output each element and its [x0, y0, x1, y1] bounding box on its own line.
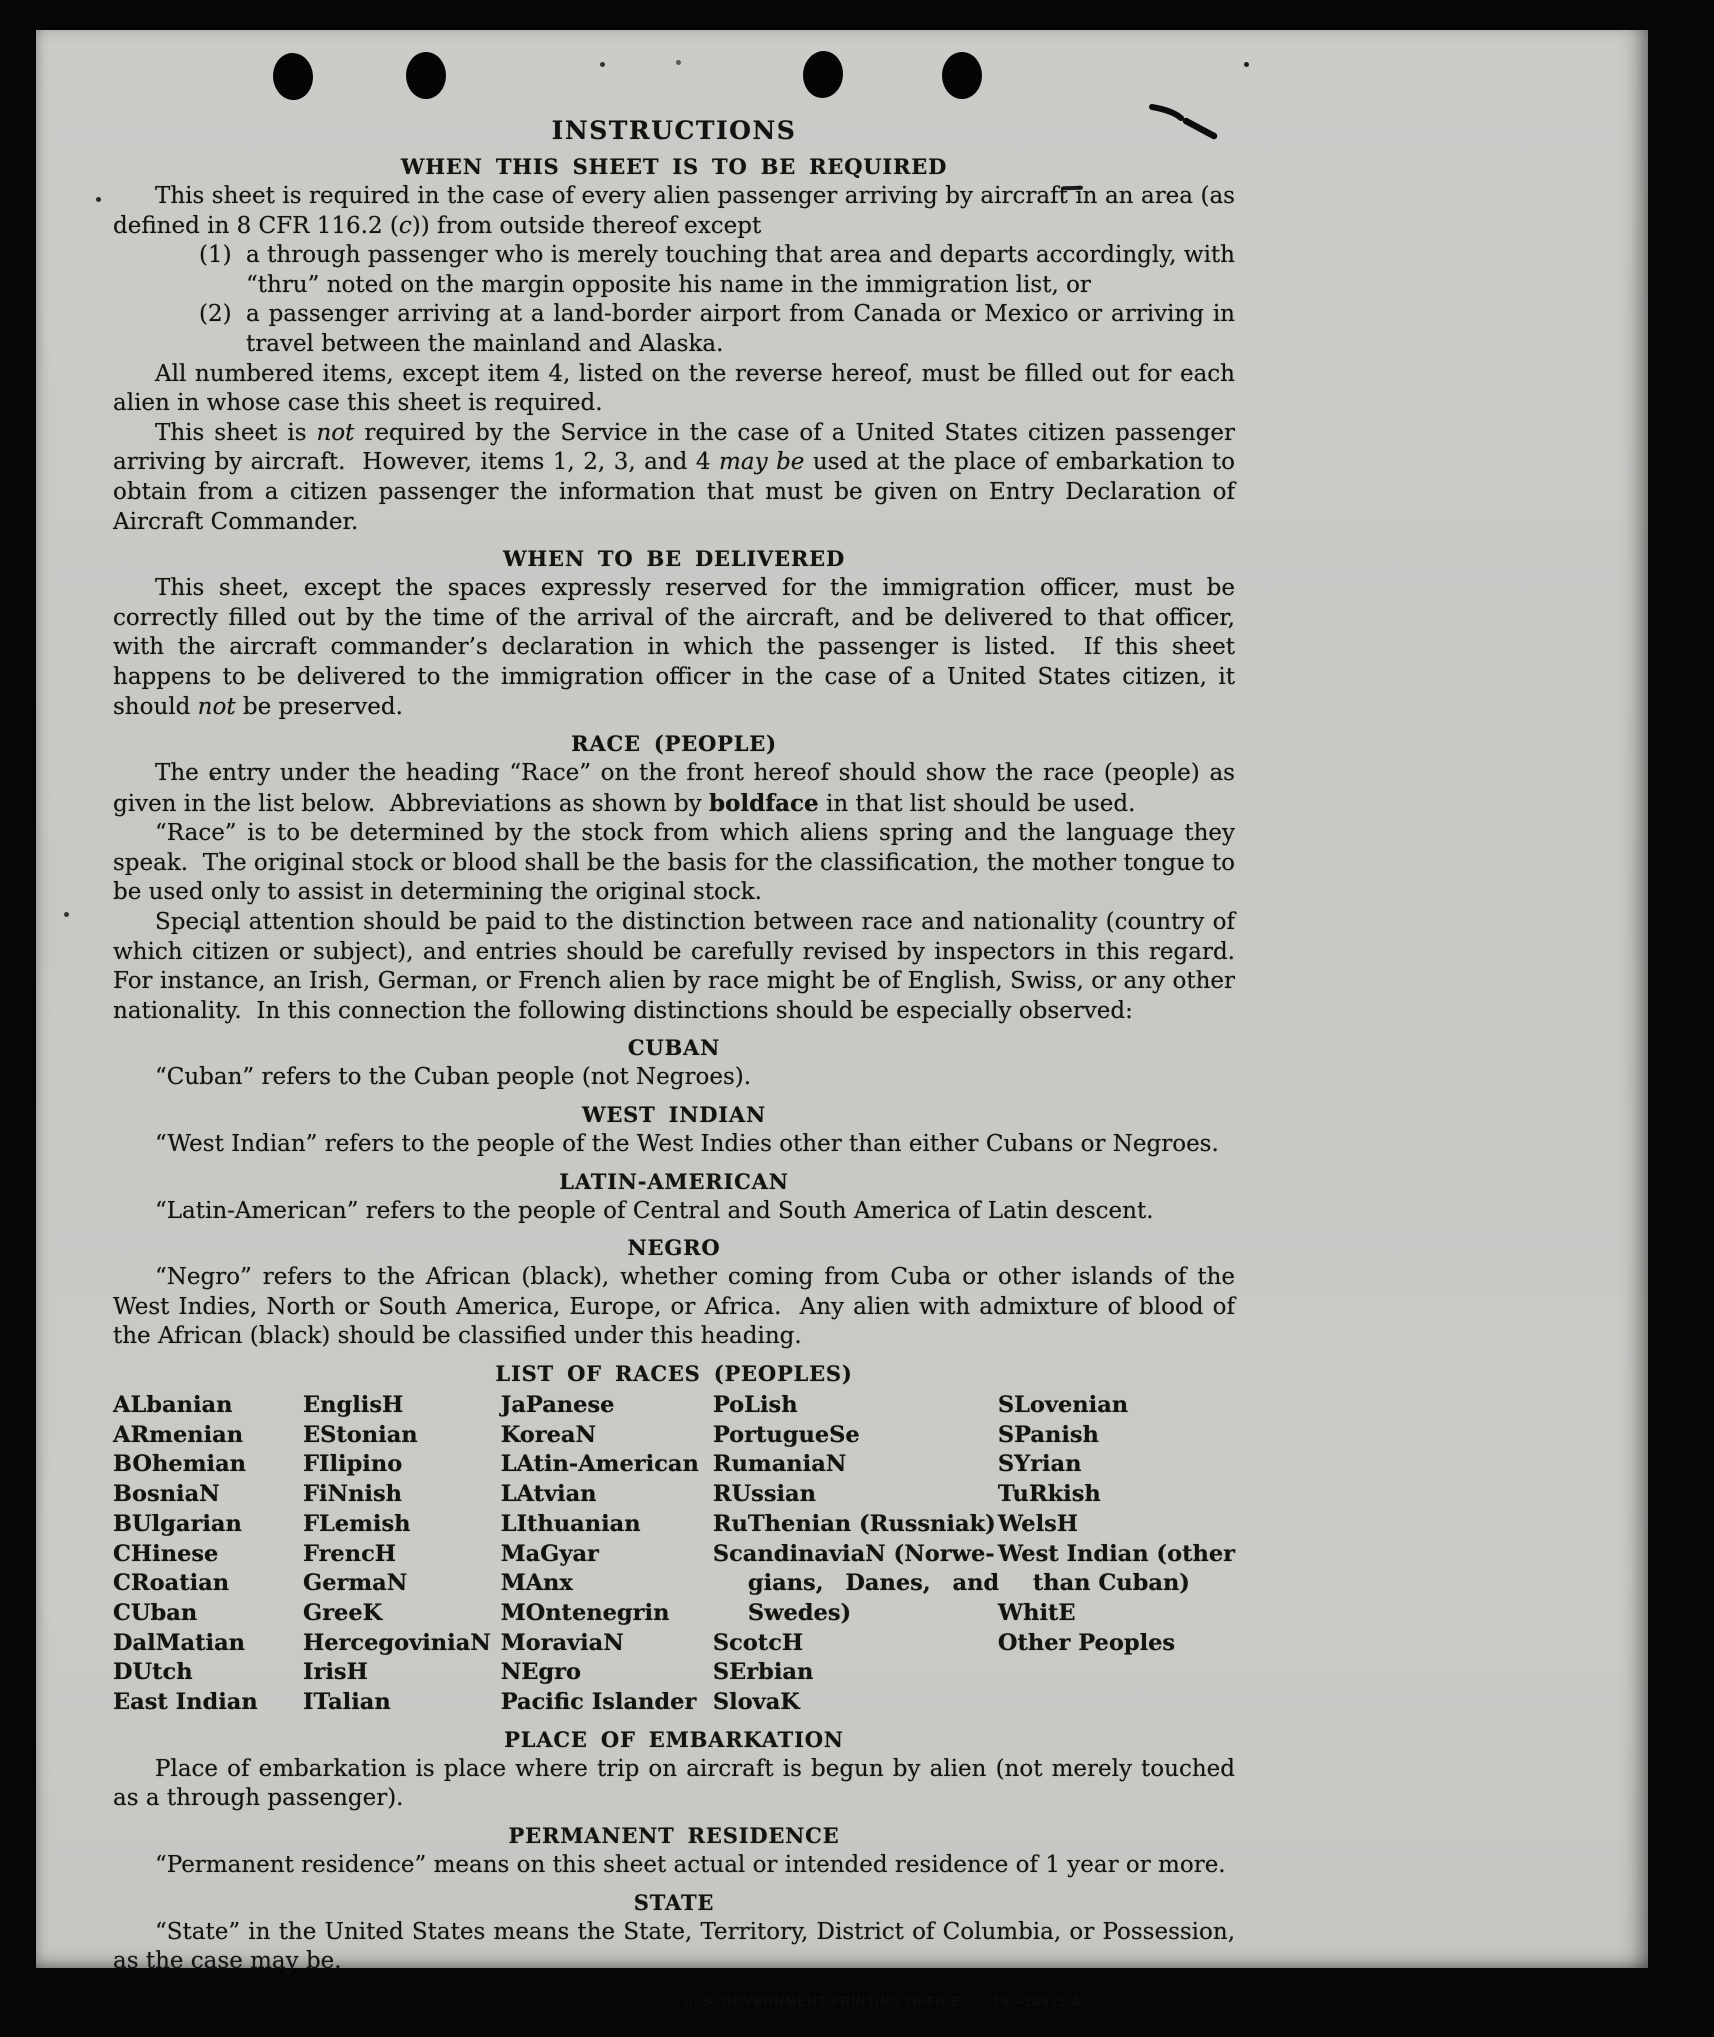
heading-list-of-races: LIST OF RACES (PEOPLES) [495, 1361, 853, 1386]
race-entry: ScotcH [712, 1629, 804, 1656]
paragraph-text: This sheet is [155, 419, 317, 446]
paragraph-text: be preserved. [235, 693, 403, 720]
printing-office-line [683, 1994, 1235, 2009]
race-entry: East Indian [113, 1689, 258, 1716]
race-entry: LIthuanian [500, 1510, 641, 1537]
list-item-text: a through passenger who is merely touching that area and departs accordingly, with “thru” noted on the margin opposite his name in the immigration list, or [246, 242, 1243, 298]
punch-hole-1 [271, 52, 314, 102]
race-entry: Other Peoples [997, 1629, 1176, 1656]
heading-race-people: RACE (PEOPLE) [571, 731, 777, 757]
race-entry: BOhemian [113, 1451, 247, 1478]
paragraph-text: used at the place of embarkation to obtain from a citizen passenger the information that must be given on Entry Declaration of Aircraft Commander. [113, 449, 1243, 535]
paragraph-delivered-1 [113, 574, 1243, 722]
race-entry-continuation: than Cuban) [1032, 1570, 1190, 1597]
punch-hole-3 [801, 49, 845, 99]
race-entry: KoreaN [500, 1421, 597, 1448]
race-entry: SPanish [997, 1421, 1099, 1448]
list-item-2 [113, 300, 1243, 359]
italic-word: may be [719, 449, 805, 476]
race-entry: ITalian [302, 1689, 391, 1716]
page-title: INSTRUCTIONS [551, 116, 797, 145]
heading-negro: NEGRO [627, 1235, 721, 1261]
race-entry: SlovaK [712, 1689, 800, 1716]
heading-cuban: CUBAN [627, 1035, 721, 1061]
paragraph-latin-american: “Latin-American” refers to the people of Central and South America of Latin descent. [155, 1197, 1154, 1224]
heading-when-required: WHEN THIS SHEET IS TO BE REQUIRED [400, 154, 948, 179]
paragraph-required-3 [113, 419, 1243, 537]
race-entry: PortugueSe [712, 1421, 860, 1448]
paragraph-embarkation: Place of embarkation is place where trip on aircraft is begun by alien (not merely touched as a through passenger). [113, 1755, 1243, 1812]
list-marker: (1) [199, 242, 232, 269]
paragraph-text: )) from outside thereof except [411, 212, 762, 239]
race-entry: Pacific Islander [500, 1689, 697, 1716]
paragraph-required-1 [113, 182, 1243, 241]
italic-word: not [316, 419, 355, 446]
list-marker: (2) [199, 301, 232, 328]
race-entry: SLovenian [997, 1392, 1129, 1418]
heading-latin-american: LATIN-AMERICAN [559, 1168, 789, 1194]
italic-word: not [197, 693, 236, 720]
race-entry: RUssian [712, 1481, 816, 1508]
race-entry: FIlipino [302, 1451, 403, 1478]
heading-west-indian: WEST INDIAN [581, 1102, 767, 1128]
race-entry: JaPanese [500, 1392, 615, 1418]
race-entry: EnglisH [302, 1392, 404, 1418]
race-entry: EStonian [302, 1421, 418, 1448]
race-entry: RuThenian (Russniak) [712, 1510, 996, 1537]
punch-hole-4 [942, 52, 982, 99]
race-entry: MAnx [500, 1570, 573, 1597]
paragraph-text: required by the Service in the case of a United States citizen passenger arriving by aircraft. However, items 1, 2, 3, and 4 [113, 419, 1243, 476]
race-entry: GermaN [302, 1570, 408, 1597]
paragraph-residence: “Permanent residence” means on this sheet actual or intended residence of 1 year or more. [155, 1851, 1226, 1878]
race-entry: BosniaN [113, 1481, 220, 1508]
races-columns [113, 1391, 1235, 1718]
race-entry: SYrian [997, 1451, 1082, 1478]
paragraph-race-3: Special attention should be paid to the distinction between race and nationality (country of which citizen or subject), and entries should be carefully revised by inspectors in this regard. For instance, an Irish, German, or French alien by race might be of English, Swiss, or any other nationality. In this connection the following distinctions should be especially observed: [113, 909, 1250, 1024]
race-entry: West Indian (other [997, 1540, 1235, 1567]
races-column-2 [303, 1391, 501, 1718]
list-item-text: a passenger arriving at a land-border airport from Canada or Mexico or arriving in travel between the mainland and Alaska. [246, 301, 1243, 357]
race-entry: DalMatian [113, 1629, 246, 1656]
race-entry: LAtin-American [500, 1451, 699, 1478]
race-entry: RumaniaN [712, 1451, 847, 1478]
race-entry: CRoatian [113, 1570, 230, 1597]
race-entry: PoLish [712, 1392, 798, 1418]
race-entry: TuRkish [997, 1481, 1101, 1508]
race-entry: NEgro [500, 1659, 581, 1686]
race-entry: FiNnish [302, 1481, 403, 1508]
list-item-1 [113, 241, 1243, 300]
paragraph-text: The entry under the heading “Race” on the front hereof should show the race (people) as given in the list below. Abbreviations as shown by [113, 760, 1243, 817]
race-entry: ALbanian [113, 1392, 233, 1418]
paper-sheet [36, 30, 1648, 2009]
paragraph-state: “State” in the United States means the State, Territory, District of Columbia, or Possession, as the case may be. [113, 1918, 1243, 1975]
race-entry: GreeK [302, 1599, 383, 1626]
bold-word: boldface [709, 789, 819, 817]
races-column-4 [713, 1391, 998, 1718]
paragraph-west-indian: “West Indian” refers to the people of the West Indies other than either Cubans or Negroes. [155, 1131, 1219, 1158]
paragraph-text: This sheet is required in the case of every alien passenger arriving by aircraft in an area (as defined in 8 CFR 116.2 ( [113, 183, 1243, 239]
paragraph-race-2: “Race” is to be determined by the stock from which aliens spring and the language they speak. The original stock or blood shall be the basis for the classification, the mother tongue to be used only to assist in determining the original stock. [113, 820, 1243, 906]
heading-when-delivered: WHEN TO BE DELIVERED [502, 546, 845, 572]
race-entry: ARmenian [113, 1421, 244, 1448]
race-entry: ScandinaviaN (Norwe- [712, 1540, 995, 1567]
race-entry: IrisH [302, 1659, 368, 1686]
race-entry-continuation: Swedes) [747, 1599, 852, 1626]
race-entry: FLemish [302, 1510, 411, 1537]
races-column-1 [113, 1391, 303, 1718]
paragraph-required-2: All numbered items, except item 4, listed on the reverse hereof, must be filled out for each alien in whose case this sheet is required. [113, 360, 1243, 417]
race-entry: BUlgarian [113, 1510, 242, 1537]
race-entry: CHinese [113, 1540, 219, 1567]
paragraph-text: in that list should be used. [818, 790, 1136, 817]
races-column-5 [998, 1391, 1235, 1718]
race-entry: DUtch [113, 1659, 193, 1686]
paragraph-text: This sheet, except the spaces expressly reserved for the immigration officer, must be correctly filled out by the time of the arrival of the aircraft, and be delivered to that officer, with the aircraft commander’s declaration in which the passenger is listed. If this sheet happens to be delivered to the immigration officer in the case of a United States citizen, it should [113, 575, 1243, 720]
italic-word: c [398, 212, 412, 239]
race-entry: WhitE [997, 1599, 1076, 1626]
race-entry: FrencH [302, 1540, 397, 1567]
race-entry-continuation: gians, Danes, and [747, 1570, 1000, 1597]
document-content [113, 116, 1250, 2009]
race-entry: MOntenegrin [500, 1599, 670, 1626]
race-entry: SErbian [712, 1659, 814, 1686]
heading-state: STATE [633, 1889, 715, 1915]
race-entry: MaGyar [500, 1540, 599, 1567]
race-entry: MoraviaN [500, 1629, 624, 1656]
printing-office-text: U. S. GOVERNMENT PRINTING OFFICE [683, 1993, 961, 2009]
heading-place-of-embarkation: PLACE OF EMBARKATION [504, 1726, 844, 1752]
race-entry: WelsH [997, 1510, 1079, 1537]
paragraph-cuban: “Cuban” refers to the Cuban people (not Negroes). [155, 1064, 752, 1091]
punch-hole-2 [406, 52, 446, 99]
print-code: 16—24915-4 [992, 1993, 1081, 2009]
paragraph-race-1 [113, 759, 1243, 819]
race-entry: LAtvian [500, 1481, 597, 1508]
race-entry: CUban [113, 1599, 198, 1626]
paragraph-negro: “Negro” refers to the African (black), whether coming from Cuba or other islands of the West Indies, North or South America, Europe, or Africa. Any alien with admixture of blood of the African (black) should be classified under this heading. [113, 1264, 1243, 1350]
race-entry: HercegoviniaN [302, 1629, 491, 1656]
races-column-3 [501, 1391, 713, 1718]
scan-specks [96, 197, 101, 202]
heading-permanent-residence: PERMANENT RESIDENCE [508, 1822, 840, 1848]
